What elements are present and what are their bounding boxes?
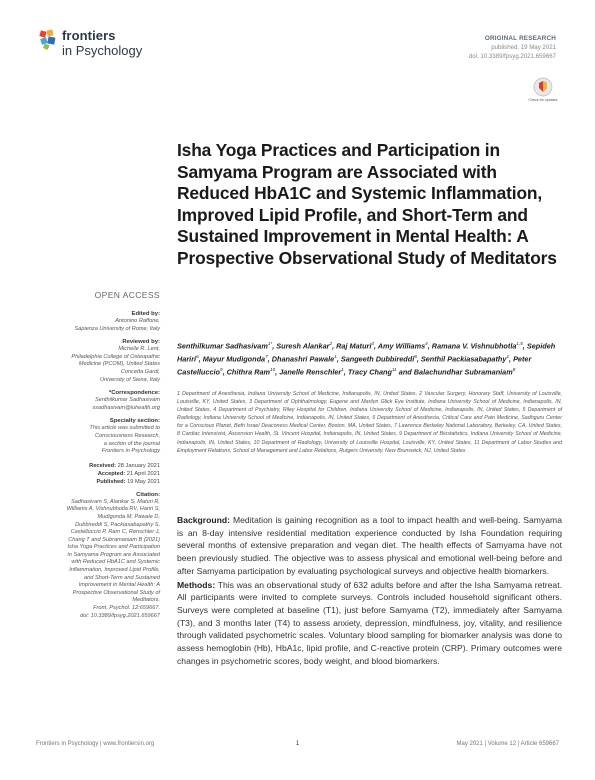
- citation-line: Chang T and Subramaniam B (2021): [68, 536, 160, 543]
- abstract-methods: [177, 579, 562, 668]
- edited-by-label: Edited by:: [131, 311, 160, 317]
- article-type: ORIGINAL RESEARCH: [484, 35, 556, 42]
- author-name[interactable]: Sepideh Hariri: [177, 341, 556, 364]
- author-affiliation-marker: 4: [425, 341, 428, 346]
- accepted-date: [30, 470, 160, 478]
- author-affiliation-marker: 1: [334, 354, 337, 360]
- author-affiliation-marker: 7: [265, 354, 268, 360]
- specialty-section-label: Specialty section:: [109, 418, 160, 425]
- correspondence-label: *Correspondence:: [108, 390, 160, 397]
- specialty-line: Consciousness Research,: [95, 432, 160, 439]
- citation-line: Sadhasivam S, Alankar S, Maturi R,: [70, 498, 160, 505]
- background-label: Background:: [177, 515, 230, 525]
- published-value: 19 May 2021: [127, 478, 160, 485]
- author-name[interactable]: Sangeeth Dubbireddi: [340, 354, 415, 364]
- author-separator: ,: [222, 367, 227, 377]
- author-name[interactable]: Janelle Renschler: [279, 367, 342, 377]
- article-title: Isha Yoga Practices and Participation in Samyama Program are Associated with Reduced HbA1C and Systemic Inflammation, Improved Lipid Profile, and Short-Term and Sustained Improvement in Mental Health: A Prospective Observational Study of Meditators: [177, 140, 557, 268]
- author-affiliation-marker: 1: [341, 367, 344, 373]
- abstract: [177, 514, 562, 668]
- author-affiliation-marker: 9: [220, 367, 223, 373]
- author-separator: ,: [332, 341, 337, 351]
- author-affiliation-marker: 6: [196, 354, 199, 360]
- author-list: [177, 339, 562, 378]
- author-affiliation-marker: 8: [414, 354, 417, 360]
- author-separator: ,: [509, 354, 514, 364]
- citation-line: Castelluccio P, Ram C, Renschler J,: [70, 529, 160, 536]
- footer-volume: May 2021 | Volume 12 | Article 659667: [456, 741, 559, 747]
- doi-link[interactable]: doi: 10.3389/fpsyg.2021.659667: [468, 53, 556, 60]
- citation-line: with Reduced HbA1C and Systemic: [71, 559, 160, 566]
- author-affiliation-marker: 1,5: [516, 341, 523, 346]
- citation-line: Prospective Observational Study of: [72, 589, 160, 596]
- author-affiliation-marker: 11: [391, 367, 397, 373]
- author-separator: ,: [416, 354, 421, 364]
- reviewed-by-label: Reviewed by:: [122, 339, 160, 346]
- author-affiliation-marker: 1: [506, 354, 509, 360]
- check-for-updates-icon[interactable]: [530, 76, 556, 106]
- author-separator: ,: [267, 354, 272, 364]
- page-number: 1: [295, 741, 300, 747]
- citation-line: and Short-Term and Sustained: [84, 574, 160, 581]
- author-affiliation-marker: 1*: [267, 341, 273, 346]
- author-name[interactable]: Dhanashri Pawale: [271, 354, 335, 364]
- footer-journal[interactable]: Frontiers in Psychology | www.frontiersin.org: [36, 741, 155, 747]
- reviewed-by-line: Concetta Gardi,: [120, 368, 160, 375]
- affiliations: 1 Department of Anesthesia, Indiana University School of Medicine, Indianapolis, IN, United States, 2 Vascular Surgery, Honorary Staff, University of Louisville, Louisville, KY, United States, 3 Department of Ophthalmology, Eugene and Marilyn Glick Eye Institute, Indiana University School of Medicine, Indianapolis, IN, United States, 4 Department of Psychiatry, Riley Hospital for Children, Indiana University School of Medicine, Indianapolis, IN, United States, 5 Department of Radiology, Indiana University School of Medicine, Indianapolis, IN, United States, 6 Department of Anesthesia, Critical Care and Pain Medicine, Sadhguru Center for a Conscious Planet, Beth Israel Deaconess Medical Center, Boston, MA, United States, 7 Lawrence Berkeley National Laboratory, Berkeley, CA, United States, 8 Cardiac Intensivist, Ascension Health, St. Vincent Hospital, Indianapolis, IN, United States, 9 Department of Biostatistics, Indiana University School of Medicine, Indianapolis, IN, United States, 10 Department of Radiology, University of Louisville Hospital, Louisville, KY, United States, 11 Department of Labor Studies and Employment Relations, School of Management and Labor Relations, Rutgers University, New Brunswick, NJ, United States: [177, 391, 562, 454]
- author-affiliation-marker: 2: [329, 341, 333, 346]
- author-name[interactable]: Mayur Mudigonda: [202, 354, 266, 364]
- citation-line: Front. Psychol. 12:659667.: [93, 605, 160, 612]
- citation-line: Dubbireddi S, Packiasabapathy S,: [75, 521, 160, 528]
- check-for-updates-label: Check for updates: [528, 98, 558, 102]
- specialty-line: This article was submitted to: [89, 425, 160, 432]
- author-name[interactable]: Tracy Chang: [347, 367, 392, 377]
- page-footer: [36, 741, 559, 751]
- citation-line: in Samyama Program are Associated: [67, 551, 160, 558]
- accepted-label: Accepted:: [97, 470, 126, 477]
- author-name[interactable]: Peter Castelluccio: [177, 354, 532, 377]
- article-meta: [469, 34, 556, 61]
- journal-logo[interactable]: [38, 26, 178, 70]
- citation-line: Meditators.: [132, 597, 160, 604]
- published-label: Published:: [96, 478, 126, 485]
- correspondence-name: Senthilkumar Sadhasivam: [95, 397, 160, 404]
- reviewed-by-line: University of Siena, Italy: [99, 376, 160, 383]
- author-separator: ,: [336, 354, 341, 364]
- correspondence-email[interactable]: ssadhasivam@iuhealth.org: [92, 404, 160, 411]
- journal-name: in Psychology: [62, 43, 143, 58]
- specialty-line: Frontiers in Psychology: [101, 448, 160, 455]
- received-label: Received:: [89, 462, 117, 469]
- specialty-line: a section of the journal: [103, 440, 160, 447]
- abstract-background: [177, 514, 562, 578]
- author-name[interactable]: Amy Williams: [377, 341, 426, 351]
- citation-line: Isha Yoga Practices and Participation: [67, 544, 160, 551]
- citation-line: Inflammation, Improved Lipid Profile,: [69, 567, 160, 574]
- reviewed-by-line: Medicine (PCOM), United States: [78, 361, 160, 368]
- reviewed-by-line: Philadelphia College of Osteopathic: [71, 353, 160, 360]
- author-name[interactable]: Raj Maturi: [336, 341, 372, 351]
- citation-label: Citation:: [136, 491, 160, 498]
- published-date-sidebar: [30, 478, 160, 486]
- author-name[interactable]: Chithra Ram: [226, 367, 271, 377]
- citation-doi[interactable]: doi: 10.3389/fpsyg.2021.659667: [80, 612, 160, 619]
- accepted-value: 21 April 2021: [126, 470, 160, 477]
- author-separator: ,: [272, 341, 277, 351]
- author-separator: and: [396, 367, 414, 377]
- background-text: Meditation is gaining recognition as a tool to impact health and well-being. Samyama is an 8-day intensive residential meditation experience conducted by Isha Foundation requiring several months of extensive preparation and vegan diet. The health effects of Samyama have not been previously studied. The objective was to assess physical and emotional well-being before and after Samyama participation by evaluating psychological surveys and objective health biomarkers.: [177, 515, 562, 576]
- edited-by-line: Sapienza University of Rome, Italy: [74, 325, 160, 332]
- author-name[interactable]: Ramana V. Vishnubhotla: [431, 341, 517, 351]
- author-name[interactable]: Senthil Packiasabapathy: [420, 354, 507, 364]
- edited-by-line: Antonino Raffone,: [115, 318, 160, 324]
- citation-line: Improvement in Mental Health: A: [78, 582, 160, 589]
- author-separator: ,: [343, 367, 348, 377]
- logo-wordmark: frontiers: [62, 28, 116, 43]
- methods-label: Methods:: [177, 579, 216, 590]
- published-date: published: 19 May 2021: [491, 44, 556, 51]
- author-separator: ,: [373, 341, 378, 351]
- reviewed-by-line: Michelle R. Lent,: [118, 346, 160, 353]
- author-separator: ,: [198, 354, 203, 364]
- author-affiliation-marker: 8: [512, 367, 516, 373]
- author-separator: ,: [522, 341, 527, 351]
- article-sidebar: [30, 290, 160, 620]
- citation-line: Mudigonda M, Pawale D,: [97, 513, 160, 520]
- author-name[interactable]: Balachundhar Subramaniam: [413, 367, 513, 377]
- author-separator: ,: [275, 367, 280, 377]
- author-separator: ,: [427, 341, 432, 351]
- received-value: 28 January 2021: [117, 462, 160, 469]
- received-date: [30, 462, 160, 470]
- author-affiliation-marker: 10: [270, 367, 276, 373]
- author-name[interactable]: Senthilkumar Sadhasivam: [177, 341, 268, 351]
- citation-line: Williams A, Vishnubhotla RV, Hariri S,: [66, 506, 160, 513]
- methods-text: This was an observational study of 632 adults before and after the Isha Samyama retreat. All participants were invited to complete surveys. Controls included household significant others. Surveys were completed at baseline (T1), just before Samyama (T2), immediately after Samyama (T3), and 3 months later (T4) to assess anxiety, depression, mindfulness, joy, vitality, and resilience through validated psychometric scales. Voluntary blood sampling for biomarker analysis was done to assess hemoglobin (Hb), HbA1c, lipid profile, and C-reactive protein (CRP). Primary outcomes were changes in psychometric scores, body weight, and blood biomarkers.: [177, 579, 562, 666]
- frontiers-logo-icon: [38, 29, 60, 51]
- author-affiliation-marker: 3: [371, 341, 374, 346]
- author-name[interactable]: Suresh Alankar: [276, 341, 330, 351]
- open-access-label[interactable]: OPEN ACCESS: [94, 290, 160, 300]
